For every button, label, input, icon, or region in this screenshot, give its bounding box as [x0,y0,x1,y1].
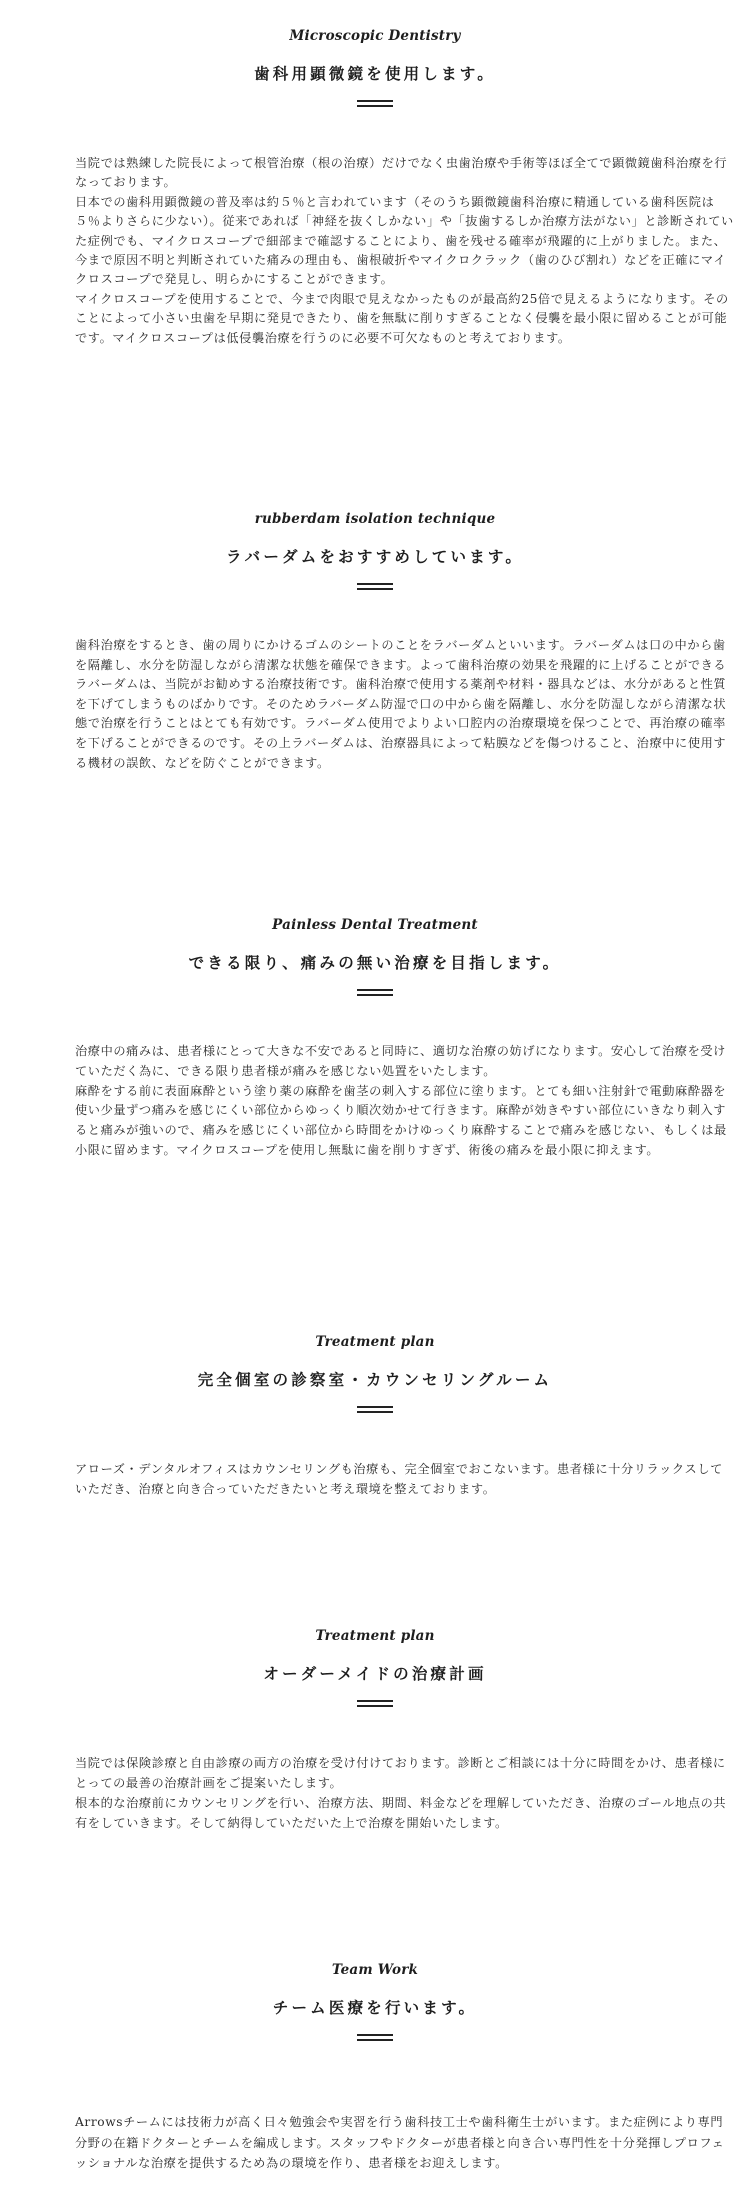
section-en-title: Team Work [331,1962,419,1978]
section-paragraph: 麻酔をする前に表面麻酔という塗り薬の麻酔を歯茎の刺入する部位に塗ります。とても細い注射針で電動麻酔器を使い少量ずつ痛みを感じにくい部位からゆっくり順次効かせて行きます。麻酔が効きやすい部位にいきなり刺入すると痛みが強いので、痛みを感じにくい部位から時間をかけゆっくり麻酔することで痛みを感じない、もしくは最小限に留めます。マイクロスコープを使用し無駄に歯を削りすぎず、術後の痛みを最小限に抑えます。 [75,1083,727,1157]
title-divider [357,2034,393,2041]
section-ja-title: できる限り、痛みの無い治療を目指します。 [188,953,562,972]
section-ja-title: オーダーメイドの治療計画 [263,1664,487,1683]
section-body [75,1042,735,1161]
title-divider [357,100,393,107]
section-paragraph: 日本での歯科用顕微鏡の普及率は約５％と言われています（そのうち顕微鏡歯科治療に精通している歯科医院は５％よりさらに少ない）。従来であれば「神経を抜くしかない」や「抜歯するしか治療方法がない」と診断されていた症例でも、マイクロスコープで細部まで確認することにより、歯を残せる確率が飛躍的に上がりました。また、今まで原因不明と判断されていた痛みの理由も、歯根破折やマイクロクラック（歯のひび割れ）などを正確にマイクロスコープで発見し、明らかにすることができます。 [75,194,734,287]
section-rubberdam [0,509,750,593]
section-painless-treatment [0,915,750,999]
section-ja-title: ラバーダムをおすすめしています。 [225,547,525,566]
title-divider [357,1406,393,1413]
section-en-title: rubberdam isolation technique [254,511,496,527]
title-divider [357,583,393,590]
title-divider [357,1700,393,1707]
section-custom-plan [0,1626,750,1710]
section-ja-title: 歯科用顕微鏡を使用します。 [254,64,496,83]
section-en-title: Microscopic Dentistry [289,28,461,44]
section-paragraph: 根本的な治療前にカウンセリングを行い、治療方法、期間、料金などを理解していただき、治療のゴール地点の共有をしていきます。そして納得していただいた上で治療を開始いたします。 [75,1796,727,1830]
section-body [75,636,735,773]
section-paragraph: アローズ・デンタルオフィスはカウンセリングも治療も、完全個室でおこないます。患者様に十分リラックスしていただき、治療と向き合っていただきたいと考え環境を整えております。 [75,1462,723,1496]
section-paragraph: 当院では熟練した院長によって根管治療（根の治療）だけでなく虫歯治療や手術等ほぼ全てで顕微鏡歯科治療を行なっております。 [75,156,728,190]
section-ja-title: 完全個室の診察室・カウンセリングルーム [197,1370,553,1389]
section-paragraph: Arrowsチームには技術力が高く日々勉強会や実習を行う歯科技工士や歯科衛生士がいます。また症例により専門分野の在籍ドクターとチームを編成します。スタッフやドクターが患者様と向き合い専門性を十分発揮しプロフェッショナルな治療を提供するため為の環境を作り、患者様をお迎えします。 [75,2115,725,2170]
section-body [75,154,735,348]
section-body [75,1459,735,1499]
title-divider [357,989,393,996]
section-team-work [0,1960,750,2044]
section-microscopic-dentistry [0,26,750,110]
section-ja-title: チーム医療を行います。 [272,1998,478,2017]
section-paragraph: 歯科治療をするとき、歯の周りにかけるゴムのシートのことをラバーダムといいます。ラバーダムは口の中から歯を隔離し、水分を防湿しながら清潔な状態を確保できます。よって歯科治療の効果を飛躍的に上げることができるラバーダムは、当院がお勧めする治療技術です。歯科治療で使用する薬剤や材料・器具などは、水分があると性質を下げてしまうものばかりです。そのためラバーダム防湿で口の中から歯を隔離し、水分を防湿しながら清潔な状態で治療を行うことはとても有効です。ラバーダム使用でよりよい口腔内の治療環境を保つことで、再治療の確率を下げることができるのです。その上ラバーダムは、治療器具によって粘膜などを傷つけること、治療中に使用する機材の誤飲、などを防ぐことができます。 [75,638,727,770]
section-en-title: Treatment plan [315,1628,435,1644]
section-en-title: Painless Dental Treatment [272,917,478,933]
section-private-rooms [0,1332,750,1416]
section-body [75,2112,735,2174]
section-en-title: Treatment plan [315,1334,435,1350]
section-paragraph: 治療中の痛みは、患者様にとって大きな不安であると同時に、適切な治療の妨げになります。安心して治療を受けていただく為に、できる限り患者様が痛みを感じない処置をいたします。 [75,1044,726,1078]
section-body [75,1753,735,1833]
section-paragraph: 当院では保険診療と自由診療の両方の治療を受け付けております。診断とご相談には十分に時間をかけ、患者様にとっての最善の治療計画をご提案いたします。 [75,1756,726,1790]
section-paragraph: マイクロスコープを使用することで、今まで肉眼で見えなかったものが最高約25倍で見えるようになります。そのことによって小さい虫歯を早期に発見できたり、歯を無駄に削りすぎることなく侵襲を最小限に留めることが可能です。マイクロスコープは低侵襲治療を行うのに必要不可欠なものと考えております。 [75,291,729,345]
